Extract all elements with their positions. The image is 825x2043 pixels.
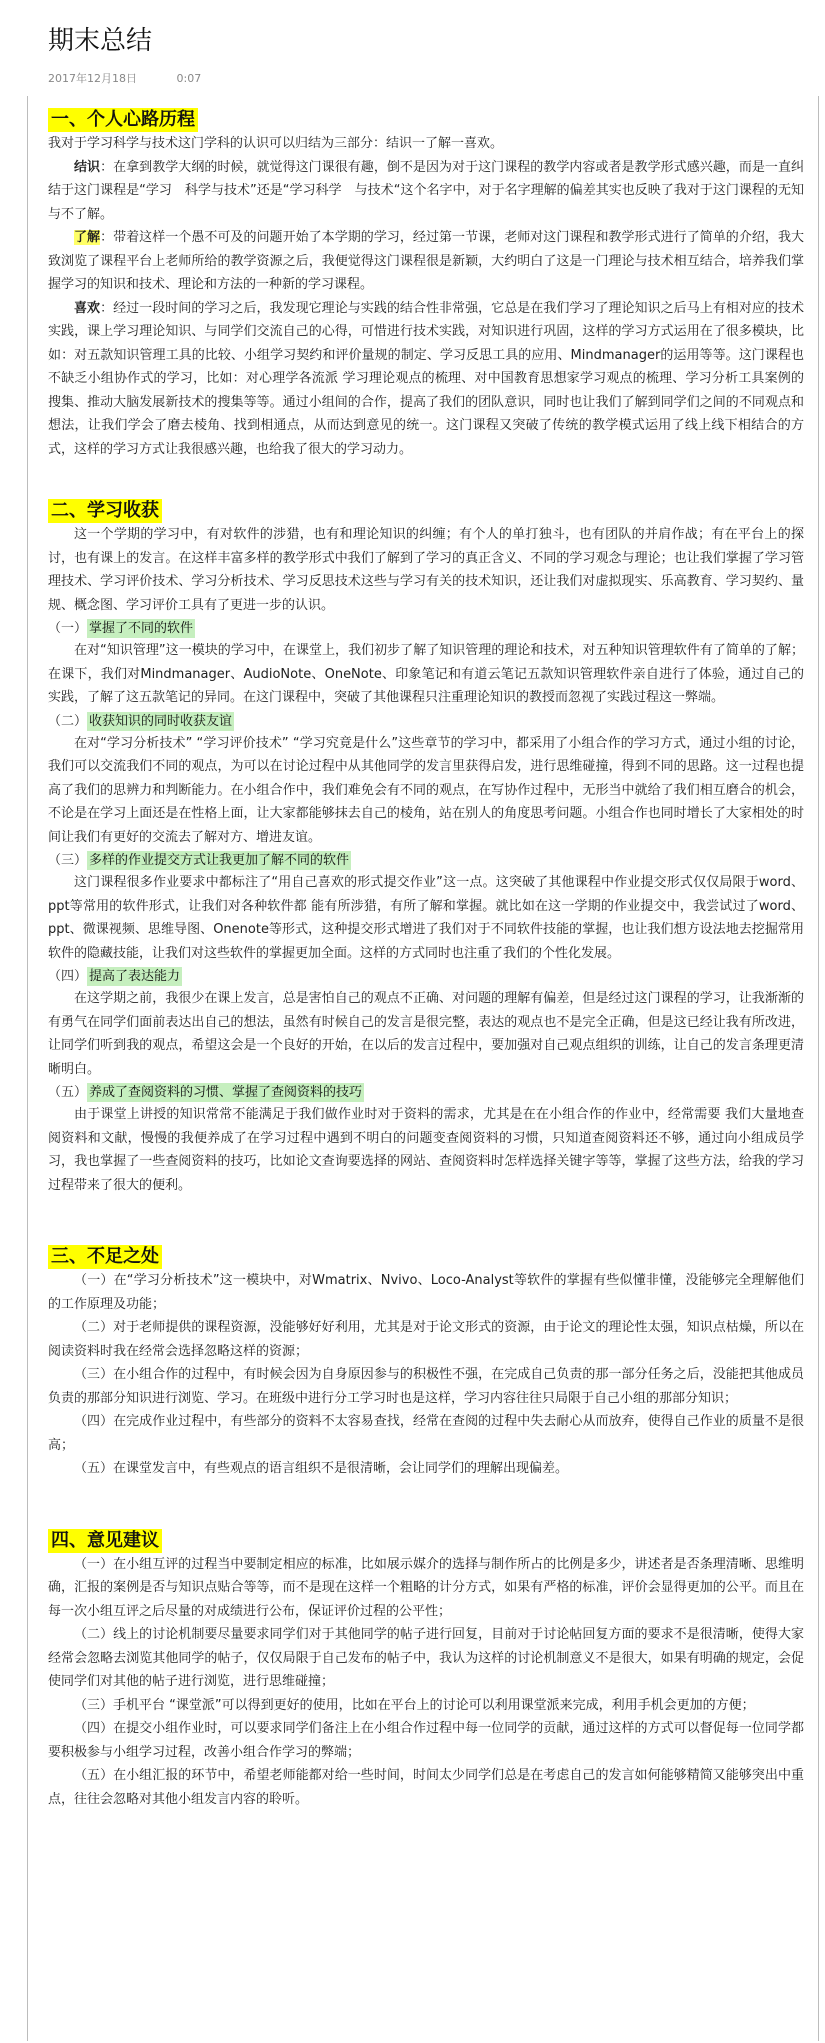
paragraph: 这一个学期的学习中，有对软件的涉猎，也有和理论知识的纠缠；有个人的单打独斗，也有团队的并肩作战；有在平台上的探讨，也有课上的发言。在这样丰富多样的教学形式中我们了解到了学习的真正含义、不同的学习观念与理论；也让我们掌握了学习管理技术、学习评价技术、学习分析技术、学习反思技术这些与学习有关的技术知识，还让我们对虚拟现实、乐高教育、学习契约、量规、概念图、学习评价工具有了更进一步的认识。 [48, 527, 804, 613]
list-item: （一）在“学习分析技术”这一模块中，对Wmatrix、Nvivo、Loco-Analyst等软件的掌握有些似懂非懂，没能够完全理解他们的工作原理及功能； [48, 1273, 804, 1312]
paragraph-text: ：在拿到教学大纲的时候，就觉得这门课很有趣，倒不是因为对于这门课程的教学内容或者是教学形式感兴趣，而是一直纠结于这门课程是“学习 科学与技术”还是“学习科学 与技术“这个名字中，对于名字理解的偏差其实也反映了我对于这门课程的无知与不了解。 [48, 159, 804, 222]
paragraph-text: ：带着这样一个愚不可及的问题开始了本学期的学习，经过第一节课，老师对这门课程和教学形式进行了简单的介绍，我大致浏览了课程平台上老师所给的教学资源之后，我便觉得这门课程很是新颖，大约明白了这是一门理论与技术相互结合，培养我们掌握学习的知识和技术、理论和方法的一种新的学习课程。 [48, 230, 804, 292]
post-meta [48, 70, 237, 86]
subheading: （二） 收获知识的同时收获友谊 [48, 713, 233, 729]
paragraph: 这门课程很多作业要求中都标注了“用自己喜欢的形式提交作业”这一点。这突破了其他课程中作业提交形式仅仅局限于word、ppt等常用的软件形式，让我们对各种软件都 能有所涉猎，有所了解和掌握。就比如在这一学期的作业提交中，我尝试过了word、ppt、微课视频、思维导图、Onenote等形式，这种提交形式增进了我们对于不同软件技能的掌握，也让我们想方设法地去挖掘常用软件的隐藏技能，让我们对这些软件的掌握更加全面。这样的方式同时也注重了我们的个性化发展。 [48, 875, 804, 961]
section-3-heading: 三、不足之处 [48, 1245, 162, 1269]
section-heading [48, 499, 804, 523]
list-item: （二）对于老师提供的课程资源，没能够好好利用，尤其是对于论文形式的资源，由于论文的理论性太强，知识点枯燥，所以在阅读资料时我在经常会选择忽略这样的资源； [48, 1320, 804, 1359]
post-date: 2017年12月18日 [48, 72, 137, 85]
paragraph: 在对“知识管理”这一模块的学习中，在课堂上，我们初步了解了知识管理的理论和技术，对五种知识管理软件有了简单的了解；在课下，我们对Mindmanager、AudioNote、OneNote、印象笔记和有道云笔记五款知识管理软件亲自进行了体验，通过自己的实践，了解了这五款笔记的异同。在这门课程中，突破了其他课程只注重理论知识的教授而忽视了实践过程这一弊端。 [48, 643, 804, 705]
section-4-heading: 四、意见建议 [48, 1529, 162, 1553]
section-1-heading: 一、个人心路历程 [48, 108, 198, 132]
list-item: （二）线上的讨论机制要尽量要求同学们对于其他同学的帖子进行回复，目前对于讨论帖回复方面的要求不是很清晰，使得大家经常会忽略去浏览其他同学的帖子，仅仅局限于自己发布的帖子中，我认为这样的讨论机制意义不是很大，如果有明确的规定，会促使同学们对其他的帖子进行浏览，进行思维碰撞； [48, 1627, 804, 1689]
list-item: （五）在课堂发言中，有些观点的语言组织不是很清晰，会让同学们的理解出现偏差。 [74, 1461, 569, 1476]
list-item: （三）在小组合作的过程中，有时候会因为自身原因参与的积极性不强，在完成自己负责的那一部分任务之后，没能把其他成员负责的那部分知识进行浏览、学习。在班级中进行分工学习时也是这样，学习内容往往只局限于自己小组的那部分知识； [48, 1367, 804, 1406]
keyword-label: 结识 [74, 159, 101, 175]
section-heading [48, 1529, 804, 1553]
subheading: （三） 多样的作业提交方式让我更加了解不同的软件 [48, 853, 350, 868]
paragraph-jieshi [48, 156, 804, 227]
subheading-label: 多样的作业提交方式让我更加了解不同的软件 [89, 853, 350, 868]
subheading-label: 收获知识的同时收获友谊 [89, 713, 233, 729]
paragraph-text: ：经过一段时间的学习之后，我发现它理论与实践的结合性非常强，它总是在我们学习了理论知识之后马上有相对应的技术实践，课上学习理论知识、与同学们交流自己的心得，可惜进行技术实践，对知识进行巩固，这样的学习方式运用在了很多模块，比如：对五款知识管理工具的比较、小组学习契约和评价量规的制定、学习反思工具的应用、Mindmanager的运用等等。这门课程也不缺乏小组协作式的学习，比如：对心理学各流派 学习理论观点的梳理、对中国教育思想家学习观点的梳理、学习分析工具案例的搜集、推动大脑发展新技术的搜集等等。通过小组间的合作，提高了我们的团队意识，同时也让我们了解到同学们之间的不同观点和想法，让我们学会了磨去棱角、找到相通点，从而达到意见的统一。这门课程又突破了传统的教学模式运用了线上线下相结合的方式，这样的学习方式让我很感兴趣，也给我了很大的学习动力。 [48, 300, 804, 457]
list-item: （一）在小组互评的过程当中要制定相应的标准，比如展示媒介的选择与制作所占的比例是多少，讲述者是否条理清晰、思维明确，汇报的案例是否与知识点贴合等等，而不是现在这样一个粗略的计分方式，如果有严格的标准，评价会显得更加的公平。而且在每一次小组互评之后尽量的对成绩进行公布，保证评价过程的公平性； [48, 1556, 804, 1619]
list-item: （五）在小组汇报的环节中，希望老师能都对给一些时间，时间太少同学们总是在考虑自己的发言如何能够精简又能够突出中重点，往往会忽略对其他小组发言内容的聆听。 [48, 1768, 804, 1807]
paragraph: 我对于学习科学与技术这门学科的认识可以归结为三部分：结识一了解一喜欢。 [48, 136, 504, 151]
subheading: （五） 养成了查阅资料的习惯、掌握了查阅资料的技巧 [48, 1085, 363, 1100]
subheading: （一） 掌握了不同的软件 [48, 621, 194, 636]
post-time: 0:07 [176, 72, 202, 85]
paragraph: 由于课堂上讲授的知识常常不能满足于我们做作业时对于资料的需求，尤其是在在小组合作的作业中，经常需要 我们大量地查阅资料和文献，慢慢的我便养成了在学习过程中遇到不明白的问题变查阅资料的习惯，只知道查阅资料还不够，通过向小组成员学习，我也掌握了一些查阅资料的技巧，比如论文查询要选择的网站、查阅资料时怎样选择关键字等等，掌握了这些方法，给我的学习过程带来了很大的便利。 [48, 1107, 804, 1193]
article-body [48, 108, 804, 1811]
paragraph: 在这学期之前，我很少在课上发言，总是害怕自己的观点不正确、对问题的理解有偏差，但是经过这门课程的学习，让我渐渐的有勇气在同学们面前表达出自己的想法，虽然有时候自己的发言是很完整，表达的观点也不是完全正确，但是这已经让我有所改进，让同学们听到我的观点，希望这会是一个良好的开始，在以后的发言过程中，要加强对自己观点组织的训练，让自己的发言条理更清晰明白。 [48, 991, 804, 1077]
paragraph-liaojie [48, 226, 804, 297]
list-item: （三）手机平台 “课堂派”可以得到更好的使用，比如在平台上的讨论可以利用课堂派来完成，利用手机会更加的方便； [74, 1697, 755, 1713]
section-2-heading: 二、学习收获 [48, 499, 162, 523]
keyword-label: 喜欢 [74, 300, 101, 316]
list-item: （四）在完成作业过程中，有些部分的资料不太容易查找，经常在查阅的过程中失去耐心从而放弃，使得自己作业的质量不是很高； [48, 1414, 804, 1453]
section-heading [48, 108, 804, 132]
paragraph-xihuan [48, 297, 804, 462]
subheading-label: 掌握了不同的软件 [89, 621, 194, 636]
keyword-label: 了解 [74, 230, 101, 245]
page-title: 期末总结 [48, 26, 153, 56]
subheading-label: 养成了查阅资料的习惯、掌握了查阅资料的技巧 [89, 1085, 363, 1100]
paragraph: 在对“学习分析技术” “学习评价技术” “学习究竟是什么”这些章节的学习中，都采用了小组合作的学习方式，通过小组的讨论，我们可以交流我们不同的观点，为可以在讨论过程中从其他同学的发言里获得启发，进行思维碰撞，得到不同的思路。这一过程也提高了我们的思辨力和判断能力。在小组合作中，我们难免会有不同的观点，在写协作过程中，无形当中就给了我们相互磨合的机会，不论是在学习上面还是在性格上面，让大家都能够抹去自己的棱角，站在别人的角度思考问题。小组合作也同时增长了大家相处的时间让我们有更好的交流去了解对方、增进友谊。 [48, 735, 804, 845]
list-item: （四）在提交小组作业时，可以要求同学们备注上在小组合作过程中每一位同学的贡献，通过这样的方式可以督促每一位同学都要积极参与小组学习过程，改善小组合作学习的弊端； [48, 1721, 804, 1760]
subheading: （四） 提高了表达能力 [48, 969, 181, 984]
subheading-label: 提高了表达能力 [89, 969, 181, 984]
section-heading [48, 1245, 804, 1269]
